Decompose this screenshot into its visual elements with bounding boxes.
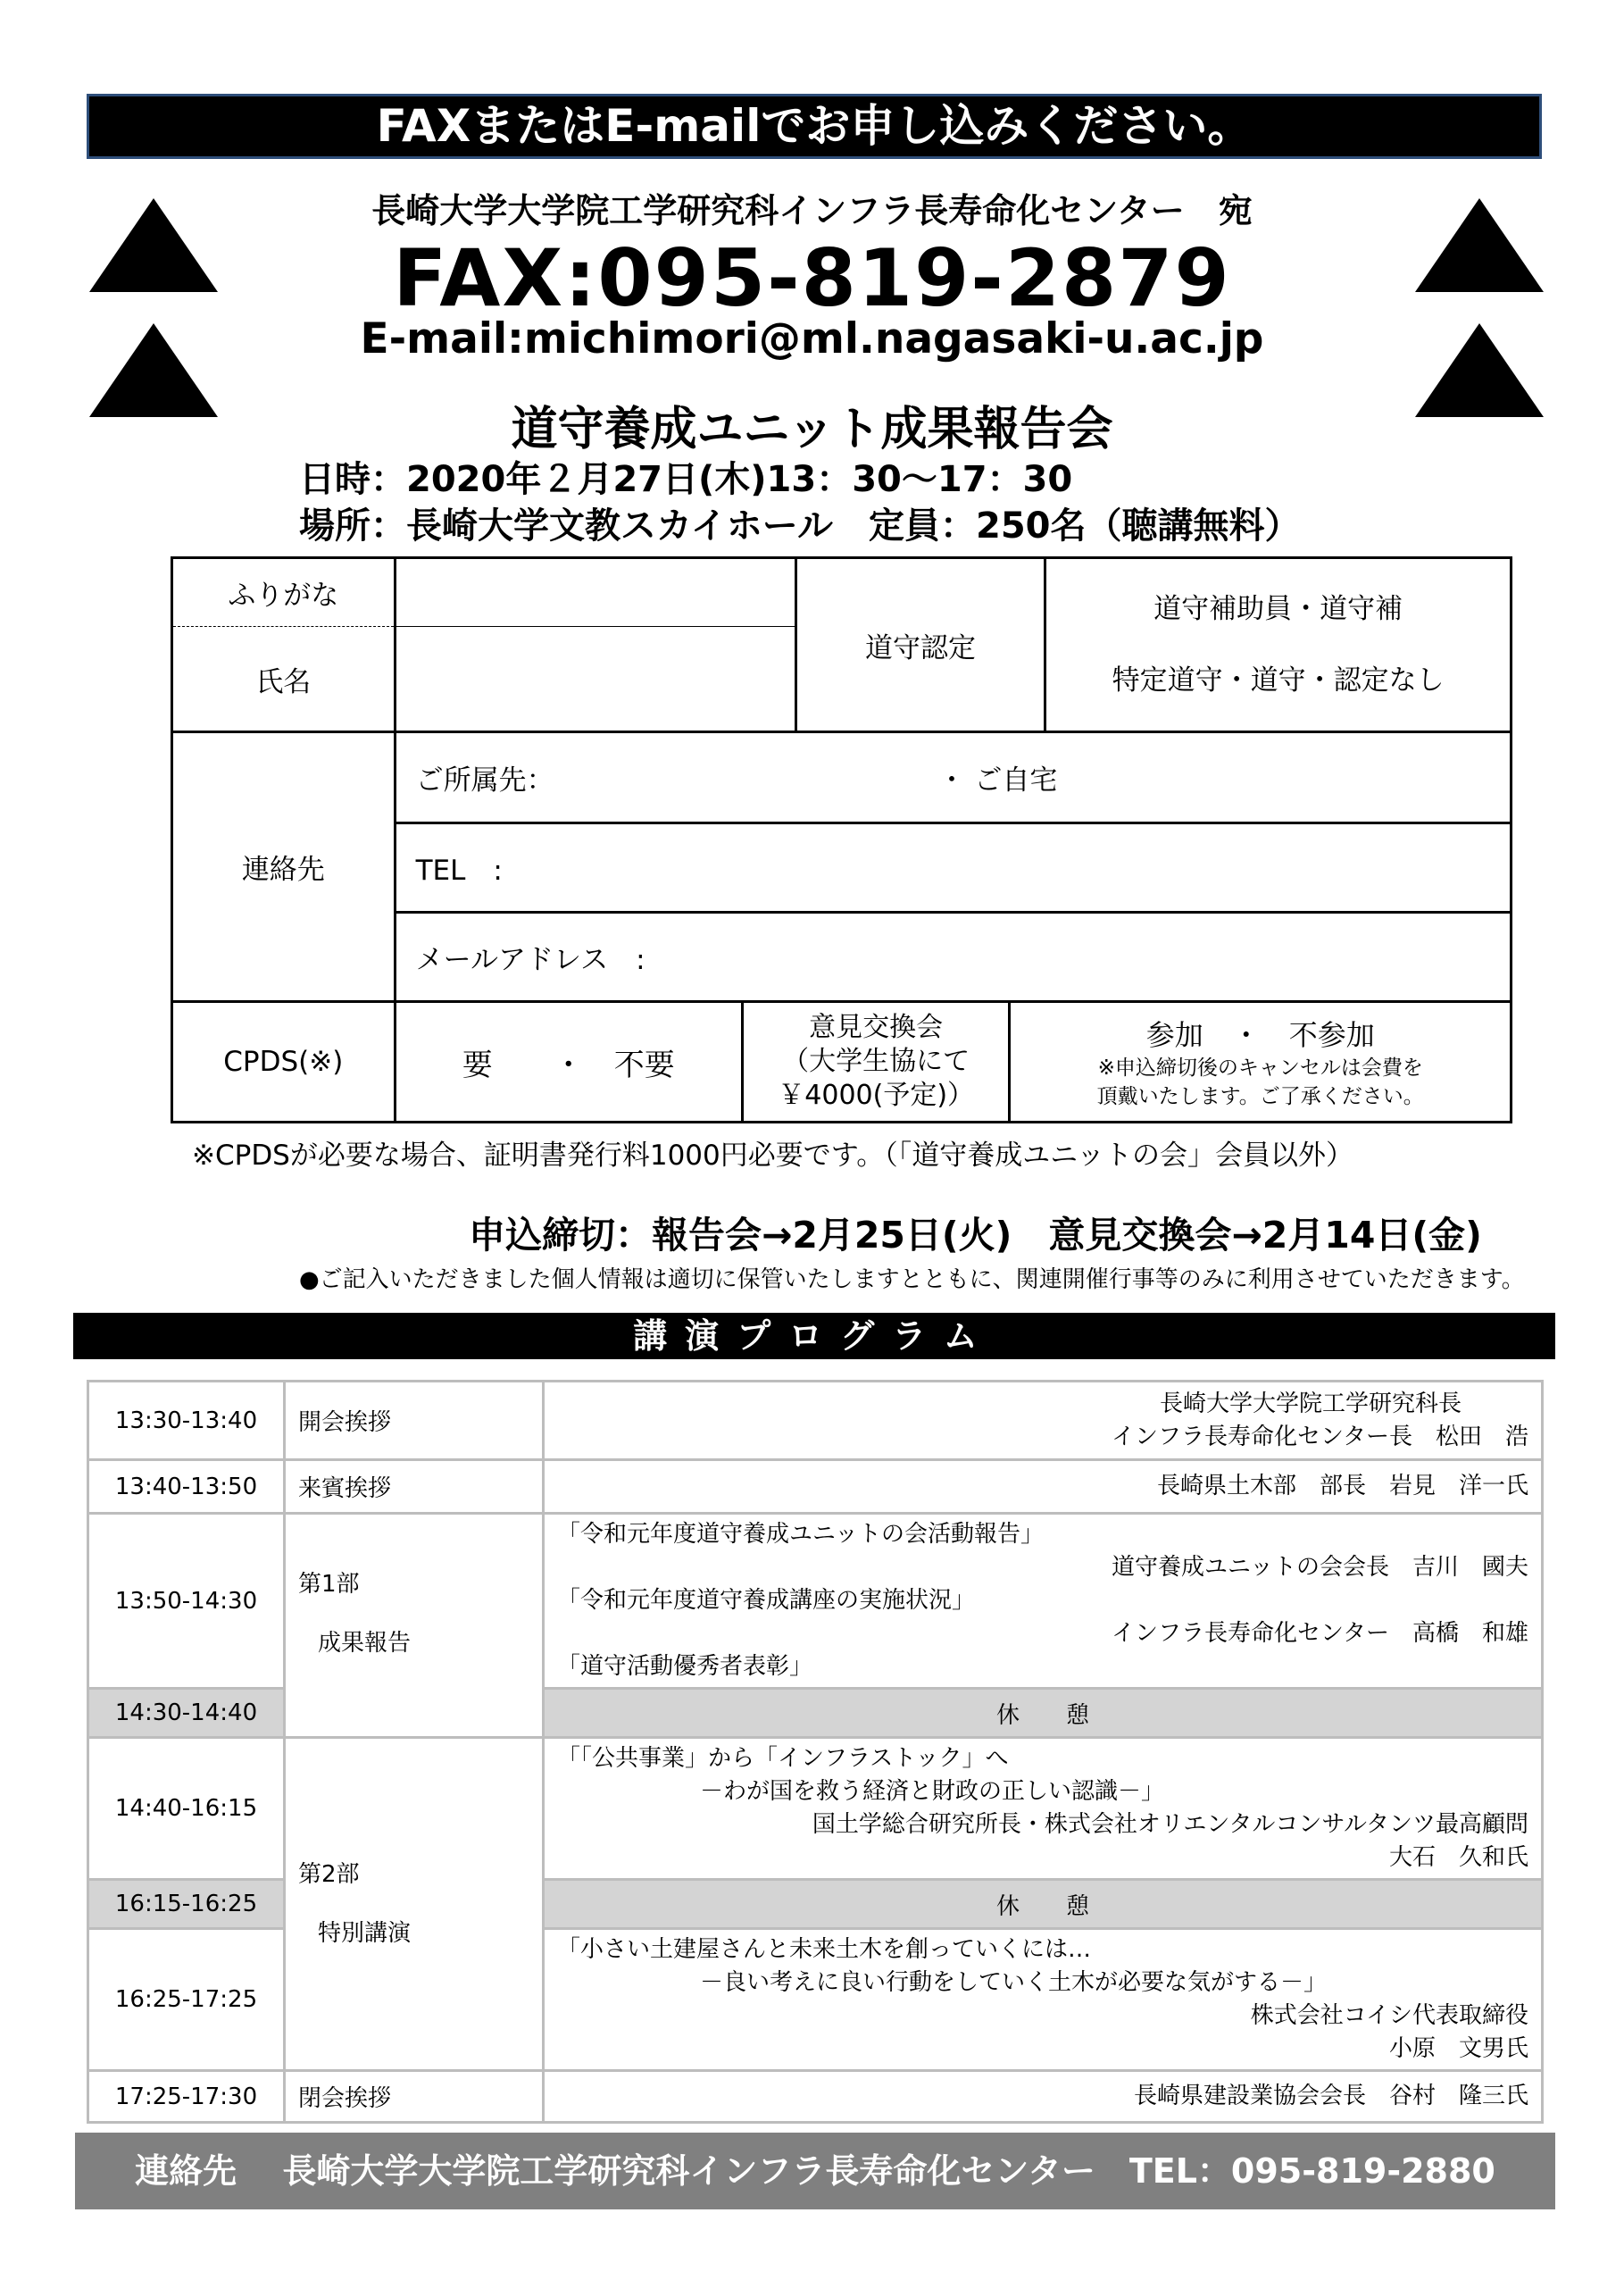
row-line: －わが国を救う経済と財政の正しい認識－」 (700, 1778, 1165, 1805)
program-table (87, 1380, 1544, 2124)
row-time: 14:30-14:40 (88, 1689, 285, 1738)
exchange-line1: 意見交換会 (809, 1012, 944, 1043)
table-row (88, 1382, 1543, 1460)
row-line: 「小さい土建屋さんと未来土木を創っていくには… (557, 1936, 1092, 1963)
program-heading: 講演プログラム (73, 1313, 1555, 1359)
table-row (88, 2071, 1543, 2123)
cancel-note-line1: ※申込締切後のキャンセルは会費を (1097, 1056, 1423, 1080)
row-line: 「道守活動優秀者表彰」 (557, 1653, 813, 1680)
tel-field[interactable] (395, 823, 1511, 913)
registration-form (171, 556, 1512, 1123)
event-venue: 場所：長崎大学文教スカイホール 定員：250名（聴講無料） (299, 505, 1301, 547)
certification-label: 道守認定 (795, 558, 1045, 732)
attendance-options[interactable] (1010, 1002, 1512, 1123)
event-datetime: 日時：2020年２月27日(木)13：30～17：30 (299, 459, 1073, 500)
name-input[interactable] (395, 627, 795, 732)
row-label: 開会挨拶 (285, 1382, 544, 1460)
exchange-line3: ￥4000(予定)） (778, 1080, 975, 1111)
session-1-label (285, 1514, 544, 1738)
cpds-label: CPDS(※) (172, 1002, 396, 1123)
exchange-line2: （大学生協にて (782, 1046, 970, 1077)
cert-options-line2[interactable]: 特定道守・道守・認定なし (1112, 664, 1445, 697)
tel-label: TEL : (415, 855, 503, 887)
row-time: 13:40-13:50 (88, 1460, 285, 1514)
row-time: 16:25-17:25 (88, 1929, 285, 2071)
event-title: 道守養成ユニット成果報告会 (511, 403, 1113, 456)
furigana-label: ふりがな (172, 558, 396, 627)
cancel-note-line2: 頂戴いたします。ご了承ください。 (1096, 1085, 1424, 1108)
session-1-number: 第1部 (298, 1571, 360, 1598)
row-line: 株式会社コイシ代表取締役 (1250, 2002, 1528, 2029)
row-line: インフラ長寿命化センター長 松田 浩 (1112, 1423, 1528, 1450)
furigana-input[interactable] (395, 558, 795, 627)
session-2-title: 特別講演 (318, 1920, 412, 1947)
certification-options[interactable] (1045, 558, 1512, 732)
row-time: 13:50-14:30 (88, 1514, 285, 1689)
row-line: インフラ長寿命化センター 高橋 和雄 (1112, 1620, 1528, 1647)
cpds-note: ※CPDSが必要な場合、証明書発行料1000円必要です。（「道守養成ユニットの会」会員以外） (192, 1140, 1354, 1172)
row-line: 小原 文男氏 (1388, 2035, 1528, 2062)
email-address[interactable]: E-mail:michimori@ml.nagasaki-u.ac.jp (360, 314, 1264, 363)
mail-label: メールアドレス : (415, 944, 645, 976)
footer-contact: 連絡先 長崎大学大学院工学研究科インフラ長寿命化センター TEL：095-819-2880 (75, 2133, 1555, 2209)
row-line: －良い考えに良い行動をしていく土木が必要な気がする－」 (700, 1969, 1328, 1996)
row-time: 13:30-13:40 (88, 1382, 285, 1460)
banner: FAXまたはE-mailでお申し込みください。 (87, 94, 1542, 159)
session-2-label (285, 1738, 544, 2071)
row-time: 14:40-16:15 (88, 1738, 285, 1880)
row-time: 17:25-17:30 (88, 2071, 285, 2123)
session-2-number: 第2部 (298, 1861, 360, 1888)
row-line: 長崎県建設業協会会長 谷村 隆三氏 (544, 2071, 1543, 2123)
mail-field[interactable] (395, 913, 1511, 1002)
break-label: 休 憩 (544, 1880, 1543, 1929)
home-option[interactable]: ・ ご自宅 (937, 764, 1058, 797)
attend-choice[interactable]: 参加 ・ 不参加 (1145, 1018, 1375, 1052)
table-row (88, 1460, 1543, 1514)
row-line: 大石 久和氏 (1388, 1844, 1528, 1871)
privacy-note: ●ご記入いただきました個人情報は適切に保管いたしますとともに、関連開催行事等のみに利用させていただきます。 (299, 1266, 1525, 1293)
break-label: 休 憩 (544, 1689, 1543, 1738)
name-label: 氏名 (172, 627, 396, 732)
row-line: 国土学総合研究所長・株式会社オリエンタルコンサルタンツ最高顧問 (812, 1811, 1528, 1838)
affiliation-label: ご所属先： (415, 764, 554, 797)
row-line: 「令和元年度道守養成ユニットの会活動報告」 (557, 1521, 1044, 1548)
table-row (88, 1738, 1543, 1880)
deadline: 申込締切：報告会→2月25日(火) 意見交換会→2月14日(金) (469, 1214, 1482, 1257)
contact-label: 連絡先 (172, 732, 396, 1002)
row-line: 道守養成ユニットの会会長 吉川 國夫 (1112, 1554, 1528, 1581)
exchange-label (742, 1002, 1010, 1123)
table-row (88, 1514, 1543, 1689)
row-label: 閉会挨拶 (285, 2071, 544, 2123)
session-1-title: 成果報告 (318, 1630, 412, 1657)
row-line: 長崎大学大学院工学研究科長 (1159, 1390, 1462, 1417)
row-line: 「令和元年度道守養成講座の実施状況」 (557, 1587, 976, 1614)
fax-number: FAX:095-819-2879 (393, 232, 1231, 324)
addressee: 長崎大学大学院工学研究科インフラ長寿命化センター 宛 (371, 191, 1253, 230)
affiliation-field[interactable] (395, 732, 1511, 823)
row-time: 16:15-16:25 (88, 1880, 285, 1929)
row-label: 来賓挨拶 (285, 1460, 544, 1514)
row-line: 「「公共事業」から「インフラストック」へ (557, 1745, 1009, 1772)
row-line: 長崎県土木部 部長 岩見 洋一氏 (544, 1460, 1543, 1514)
cert-options-line1[interactable]: 道守補助員・道守補 (1153, 593, 1403, 625)
cpds-options[interactable]: 要 ・ 不要 (395, 1002, 742, 1123)
